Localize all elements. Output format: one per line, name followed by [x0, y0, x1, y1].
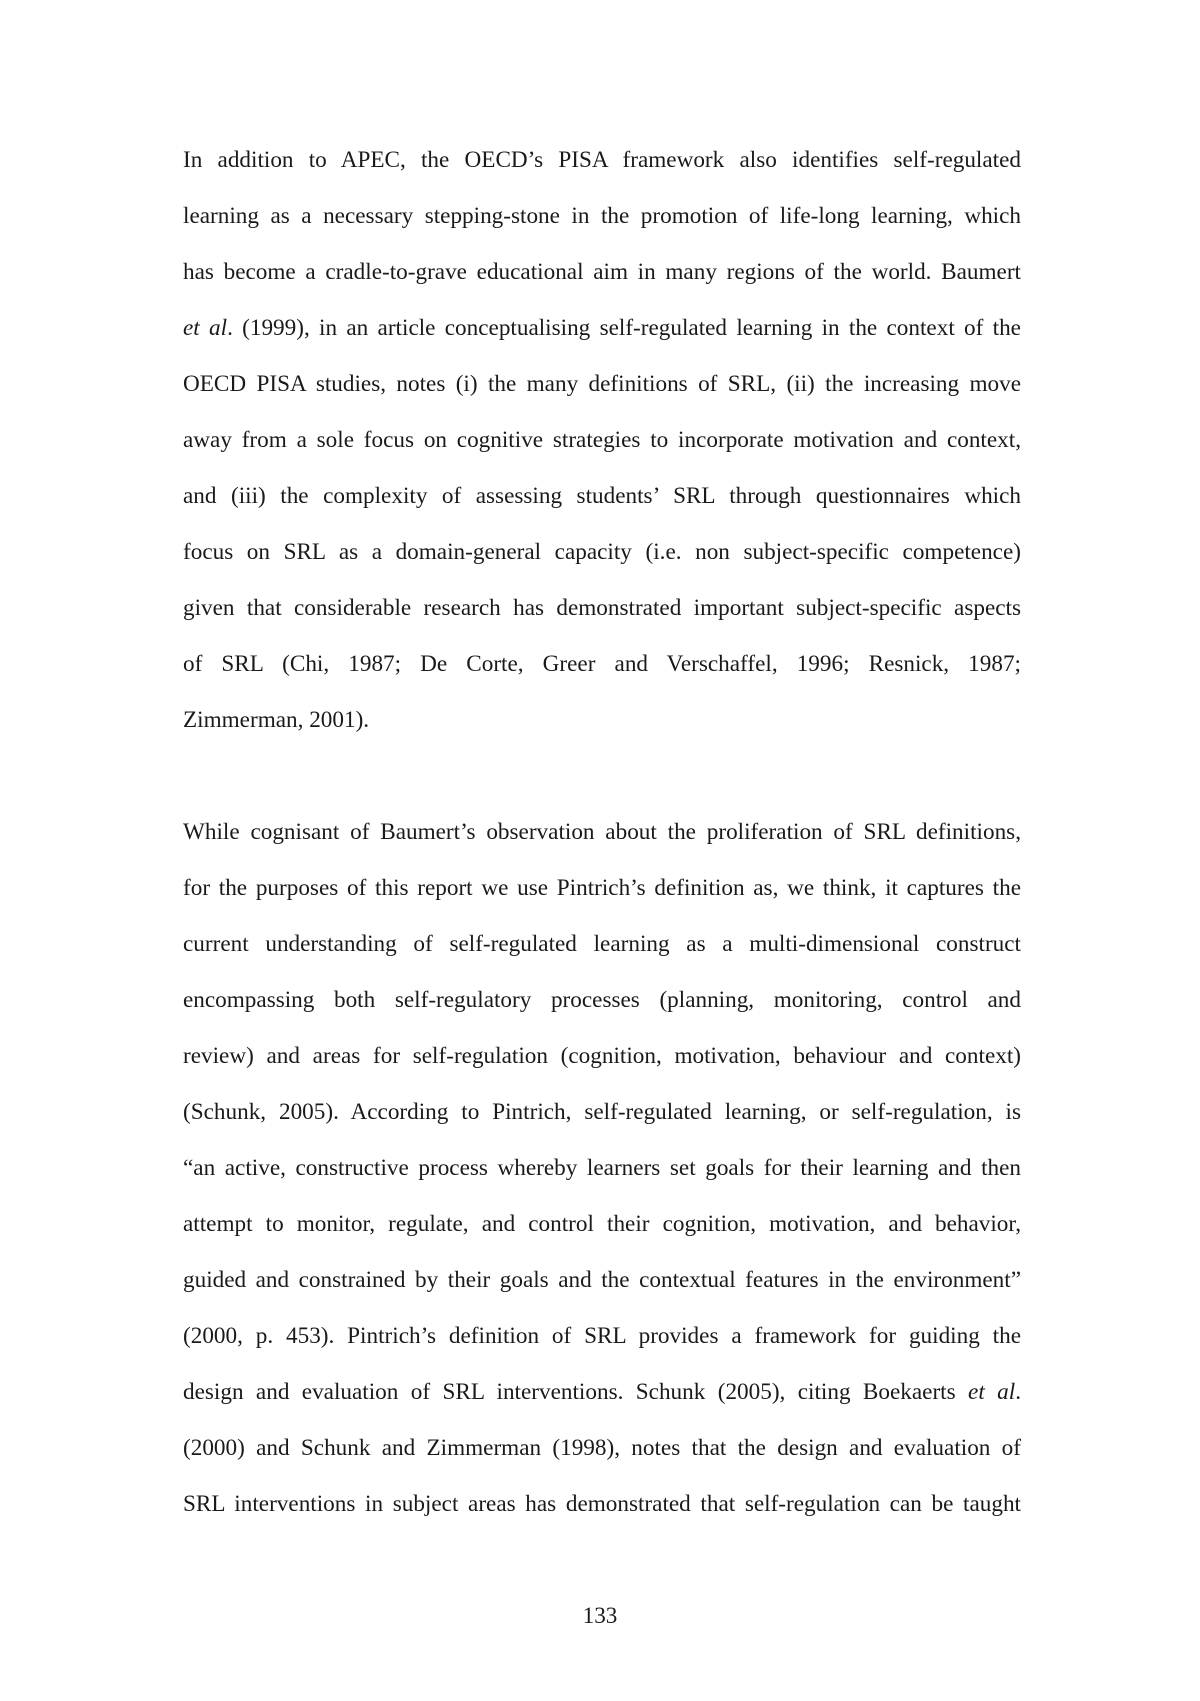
text-line: guided and constrained by their goals and the contextual features in the environment” — [183, 1267, 1021, 1293]
text-segment: . — [1015, 1379, 1021, 1405]
text-line: given that considerable research has demonstrated important subject-specific aspects — [183, 595, 1021, 621]
text-line: away from a sole focus on cognitive strategies to incorporate motivation and context, — [183, 427, 1021, 453]
text-segment: . (1999), in an article conceptualising self-regulated learning in the context of the — [227, 315, 1021, 341]
italic-citation: et al — [968, 1379, 1016, 1405]
text-line: and (iii) the complexity of assessing students’ SRL through questionnaires which — [183, 483, 1021, 509]
paragraph-1 — [183, 132, 1021, 748]
text-line: learning as a necessary stepping-stone in the promotion of life-long learning, which — [183, 203, 1021, 229]
text-line: focus on SRL as a domain-general capacity (i.e. non subject-specific competence) — [183, 539, 1021, 565]
text-line: review) and areas for self-regulation (cognition, motivation, behaviour and context) — [183, 1043, 1021, 1069]
italic-citation: et al — [183, 315, 228, 341]
text-line: current understanding of self-regulated learning as a multi-dimensional construct — [183, 931, 1021, 957]
text-line: of SRL (Chi, 1987; De Corte, Greer and Verschaffel, 1996; Resnick, 1987; — [183, 651, 1021, 677]
text-line: has become a cradle-to-grave educational aim in many regions of the world. Baumert — [183, 259, 1021, 285]
text-line: (Schunk, 2005). According to Pintrich, self-regulated learning, or self-regulation, is — [183, 1099, 1021, 1125]
text-line: OECD PISA studies, notes (i) the many definitions of SRL, (ii) the increasing move — [183, 371, 1021, 397]
text-line: for the purposes of this report we use Pintrich’s definition as, we think, it captures the — [183, 875, 1021, 901]
text-line: attempt to monitor, regulate, and control their cognition, motivation, and behavior, — [183, 1211, 1021, 1237]
text-line: SRL interventions in subject areas has demonstrated that self-regulation can be taught — [183, 1491, 1021, 1517]
text-line: “an active, constructive process whereby learners set goals for their learning and then — [183, 1155, 1021, 1181]
text-line: encompassing both self-regulatory processes (planning, monitoring, control and — [183, 987, 1021, 1013]
text-line: (2000, p. 453). Pintrich’s definition of SRL provides a framework for guiding the — [183, 1323, 1021, 1349]
page-number: 133 — [582, 1603, 618, 1629]
text-line — [183, 300, 1021, 356]
text-line: (2000) and Schunk and Zimmerman (1998), notes that the design and evaluation of — [183, 1435, 1021, 1461]
text-line: In addition to APEC, the OECD’s PISA framework also identifies self-regulated — [183, 147, 1021, 173]
paragraph-2 — [183, 804, 1021, 1532]
text-segment: design and evaluation of SRL interventions. Schunk (2005), citing Boekaerts — [183, 1379, 969, 1405]
text-line: While cognisant of Baumert’s observation about the proliferation of SRL definitions, — [183, 819, 1021, 845]
text-line — [183, 1364, 1021, 1420]
text-line: Zimmerman, 2001). — [183, 707, 370, 733]
